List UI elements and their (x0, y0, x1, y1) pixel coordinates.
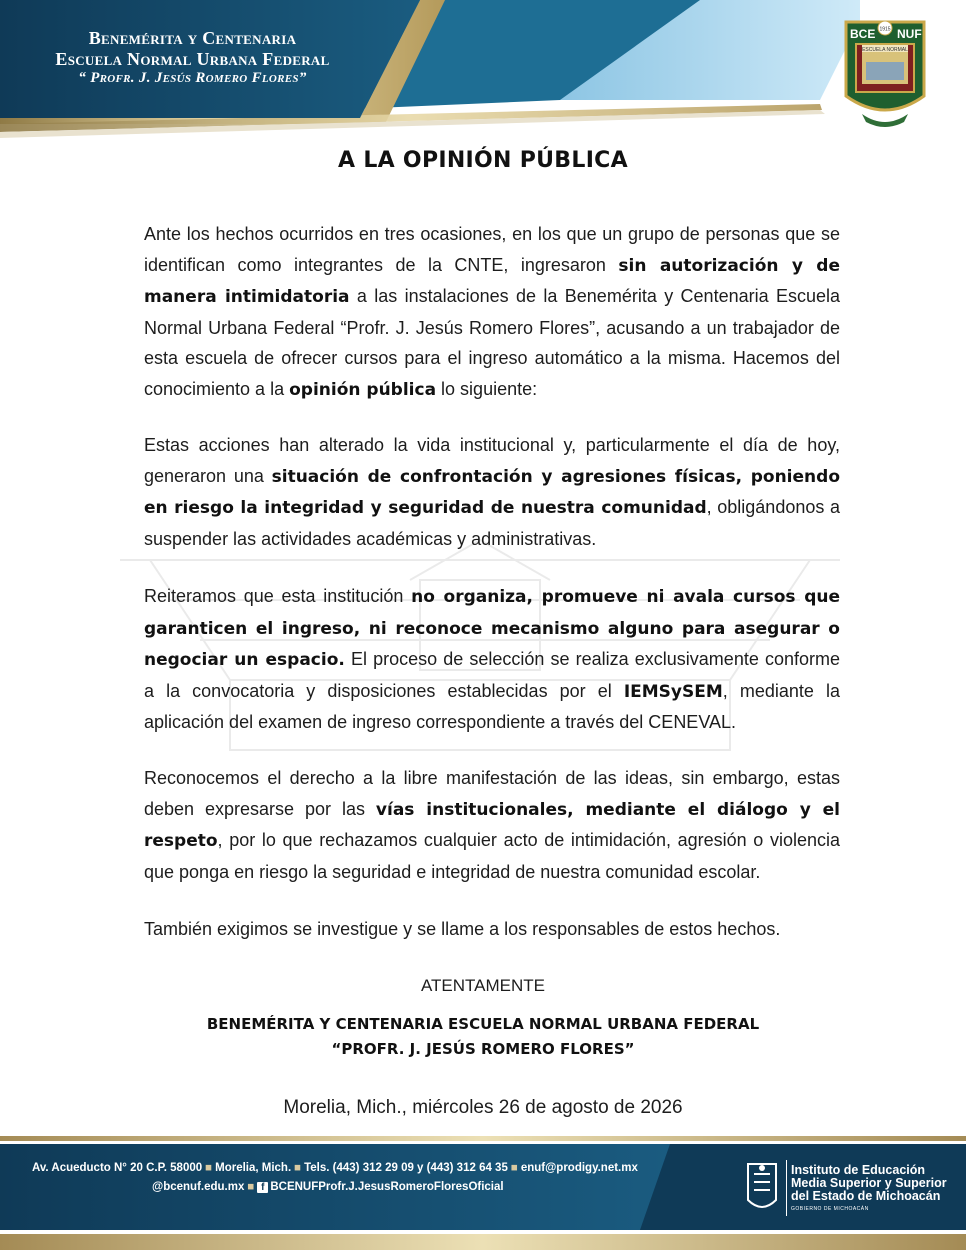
logo-text-right: NUF (897, 27, 922, 41)
paragraph-1-bold-a: sin autorización y de manera intimidatoria (144, 255, 840, 307)
separator-icon: ■ (247, 1181, 255, 1193)
letterhead-footer (0, 1136, 966, 1250)
paragraph-3-text-a: Reiteramos que esta institución (144, 586, 412, 606)
footer-website[interactable]: @bcenuf.edu.mx (152, 1181, 245, 1193)
gov-institute-line1: Instituto de Educación (791, 1163, 926, 1177)
signature-institution-line1: BENEMÉRITA Y CENTENARIA ESCUELA NORMAL URBANA FEDERAL (206, 1015, 760, 1033)
paragraph-3-text-b: El proceso de selección se realiza exclusivamente conforme a la convocatoria y disposiciones establecidas por el (144, 649, 840, 701)
gov-small-label: GOBIERNO DE MICHOACÁN (791, 1206, 869, 1212)
paragraph-4-bold-a: vías institucionales, mediante el diálogo y el respeto (144, 799, 840, 851)
paragraph-4 (144, 763, 840, 887)
paragraph-2-text-a: Estas acciones han alterado la vida institucional y, particularmente el día de hoy, generaron una (144, 435, 840, 486)
paragraph-3-text-c: , mediante la aplicación del examen de ingreso correspondiente a través del CENEVAL. (144, 680, 840, 732)
footer-city: Morelia, Mich. (215, 1162, 292, 1174)
signature-institution-line2: “PROFR. J. JESÚS ROMERO FLORES” (331, 1040, 635, 1058)
paragraph-1-text-b: a las instalaciones de la Benemérita y Centenaria Escuela Normal Urbana Federal “Profr. J. Jesús Romero Flores”, acusando a un trabajador de esta escuela de ofrecer cursos para el ingreso automático a la misma. Hacemos del conocimiento a la (144, 286, 841, 399)
footer-address: Av. Acueducto N° 20 C.P. 58000 (32, 1162, 203, 1174)
paragraph-1-text-a: Ante los hechos ocurridos en tres ocasiones, en los que un grupo de personas que se identifican como integrantes de la CNTE, ingresaron (144, 224, 840, 275)
institution-name-line3: “ Profr. J. Jesús Romero Flores” (78, 70, 307, 86)
footer-divider (786, 1160, 787, 1216)
footer-email[interactable]: enuf@prodigy.net.mx (520, 1162, 638, 1174)
footer-facebook[interactable]: BCENUFProfr.J.JesusRomeroFloresOficial (270, 1181, 504, 1193)
separator-icon: ■ (294, 1162, 302, 1174)
paragraph-1-bold-b: opinión pública (289, 379, 437, 400)
letterhead-banner (0, 0, 966, 150)
paragraph-4-text-a: Reconocemos el derecho a la libre manifestación de las ideas, sin embargo, estas deben expresarse por las (144, 768, 840, 819)
paragraph-2 (144, 430, 840, 554)
school-logo (842, 18, 928, 130)
government-crest-icon (744, 1160, 780, 1216)
separator-icon: ■ (205, 1162, 213, 1174)
institution-name-line2: Escuela Normal Urbana Federal (55, 49, 330, 69)
paragraph-2-bold-a: situación de confrontación y agresiones físicas, poniendo en riesgo la integridad y seguridad de nuestra comunidad (144, 466, 840, 518)
footer-contact-line2 (152, 1181, 504, 1193)
paragraph-4-text-b: , por lo que rechazamos cualquier acto de intimidación, agresión o violencia que ponga en riesgo la seguridad e integridad de nuestra comunidad escolar. (144, 830, 840, 882)
gov-institute-line3: del Estado de Michoacán (791, 1189, 941, 1203)
footer-phones: Tels. (443) 312 29 09 y (443) 312 64 35 (304, 1162, 508, 1174)
paragraph-1-text-c: lo siguiente: (436, 378, 538, 399)
institution-name-line1: Benemérita y Centenaria (88, 28, 297, 48)
facebook-icon: f (257, 1182, 268, 1193)
paragraph-2-text-b: , obligándonos a suspender las actividades académicas y administrativas. (144, 497, 840, 549)
paragraph-3-bold-b: IEMSySEM (623, 681, 723, 702)
closing-salutation: ATENTAMENTE (420, 976, 546, 995)
paragraph-3-bold-a: no organiza, promueve ni avala cursos que garanticen el ingreso, ni reconoce mecanismo alguno para asegurar o negociar un espacio. (144, 587, 840, 670)
logo-banner-text: ESCUELA NORMAL (862, 47, 908, 53)
footer-contact-line1 (32, 1162, 638, 1174)
document-title: A LA OPINIÓN PÚBLICA (338, 148, 628, 173)
logo-text-left: BCE (850, 27, 876, 41)
document-date: Morelia, Mich., miércoles 26 de agosto de 2026 (283, 1097, 683, 1118)
logo-year-text: 1915 (879, 26, 891, 33)
paragraph-3 (144, 581, 840, 738)
paragraph-5: También exigimos se investigue y se llame a los responsables de estos hechos. (144, 919, 781, 939)
gov-institute-line2: Media Superior y Superior (791, 1176, 947, 1190)
paragraph-1 (144, 219, 840, 405)
separator-icon: ■ (510, 1162, 518, 1174)
